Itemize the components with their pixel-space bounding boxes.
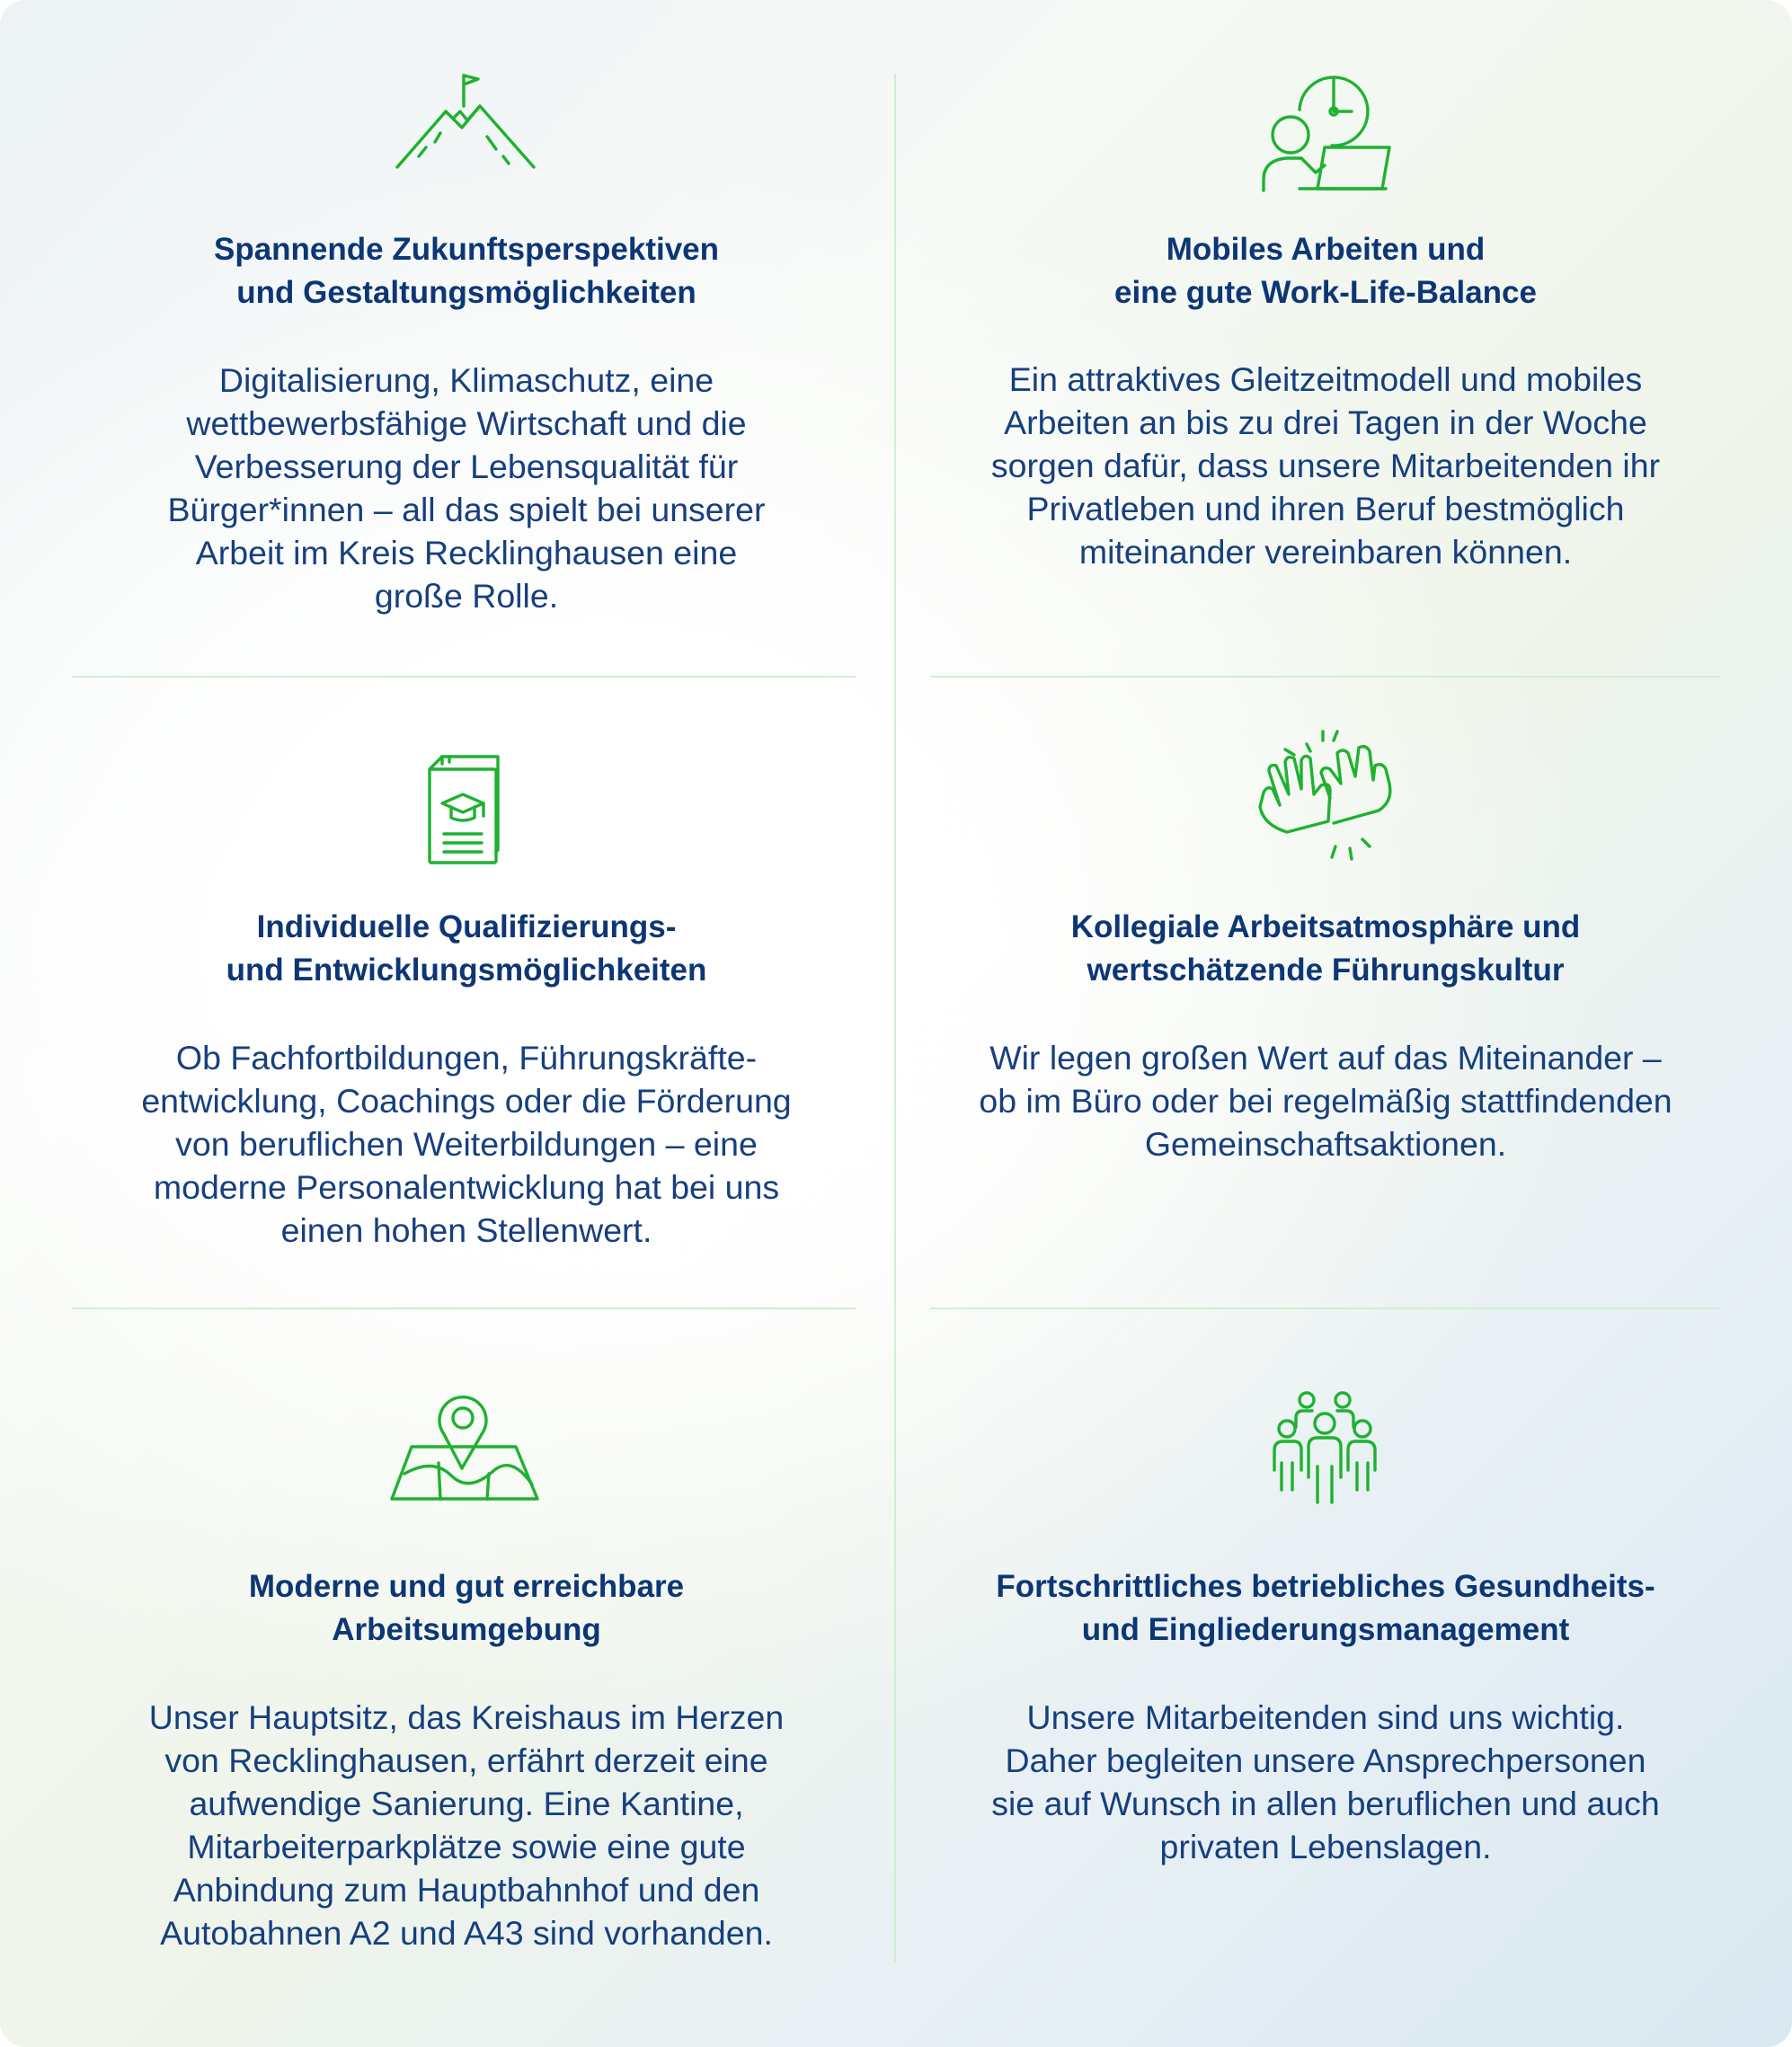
section-title: Moderne und gut erreichbare Arbeitsumgebung <box>248 1569 685 1647</box>
section-title: Fortschrittliches betriebliches Gesundheits- und Eingliederungsmanagement <box>996 1569 1655 1647</box>
mountain-flag-icon <box>394 70 537 171</box>
benefit-section-health <box>930 1312 1721 2013</box>
graduation-book-icon <box>424 753 505 868</box>
section-body: Digitalisierung, Klimaschutz, eine wettbewerbsfähige Wirtschaft und die Verbesserung der Lebensqualität für Bürger*innen – all das spielt bei unserer Arbeit im Kreis Recklinghausen eine große Rolle. <box>167 361 766 615</box>
high-five-icon <box>1255 724 1397 868</box>
benefit-section-environment <box>72 1312 861 2013</box>
benefit-section-atmosphere <box>930 683 1721 1312</box>
group-people-icon <box>1271 1391 1379 1506</box>
section-title: Individuelle Qualifizierungs- und Entwicklungsmöglichkeiten <box>226 909 707 988</box>
section-body: Wir legen großen Wert auf das Miteinander – ob im Büro oder bei regelmäßig stattfindenden Gemeinschaftsaktionen. <box>979 1039 1672 1163</box>
section-title: Kollegiale Arbeitsatmosphäre und wertschätzende Führungskultur <box>1070 909 1581 988</box>
section-title: Mobiles Arbeiten und eine gute Work-Life-Balance <box>1113 232 1537 310</box>
vertical-divider <box>894 74 896 1963</box>
section-body: Ob Fachfortbildungen, Führungskräfte- entwicklung, Coachings oder die Förderung von beruflichen Weiterbildungen – eine moderne Personalentwicklung hat bei uns einen hohen Stellenwert. <box>141 1039 792 1249</box>
person-laptop-clock-icon <box>1258 70 1393 194</box>
benefit-section-qualification <box>72 683 861 1312</box>
section-body: Ein attraktives Gleitzeitmodell und mobiles Arbeiten an bis zu drei Tagen in der Woche sorgen dafür, dass unsere Mitarbeitenden ihr Privatleben und ihren Beruf bestmöglich miteinander vereinbaren können. <box>990 360 1661 571</box>
benefit-section-future <box>72 0 861 683</box>
benefit-section-mobile-work <box>930 0 1721 683</box>
section-body: Unser Hauptsitz, das Kreishaus im Herzen von Recklinghausen, erfährt derzeit eine aufwendige Sanierung. Eine Kantine, Mitarbeiterparkplätze sowie eine gute Anbindung zum Hauptbahnhof und den Autobahnen A2 und A43 sind vorhanden. <box>148 1698 785 1952</box>
section-body: Unsere Mitarbeitenden sind uns wichtig. Daher begleiten unsere Ansprechpersonen sie auf Wunsch in allen beruflichen und auch privaten Lebenslagen. <box>991 1698 1660 1865</box>
map-pin-icon <box>388 1387 541 1504</box>
section-title: Spannende Zukunftsperspektiven und Gestaltungsmöglichkeiten <box>213 232 720 310</box>
